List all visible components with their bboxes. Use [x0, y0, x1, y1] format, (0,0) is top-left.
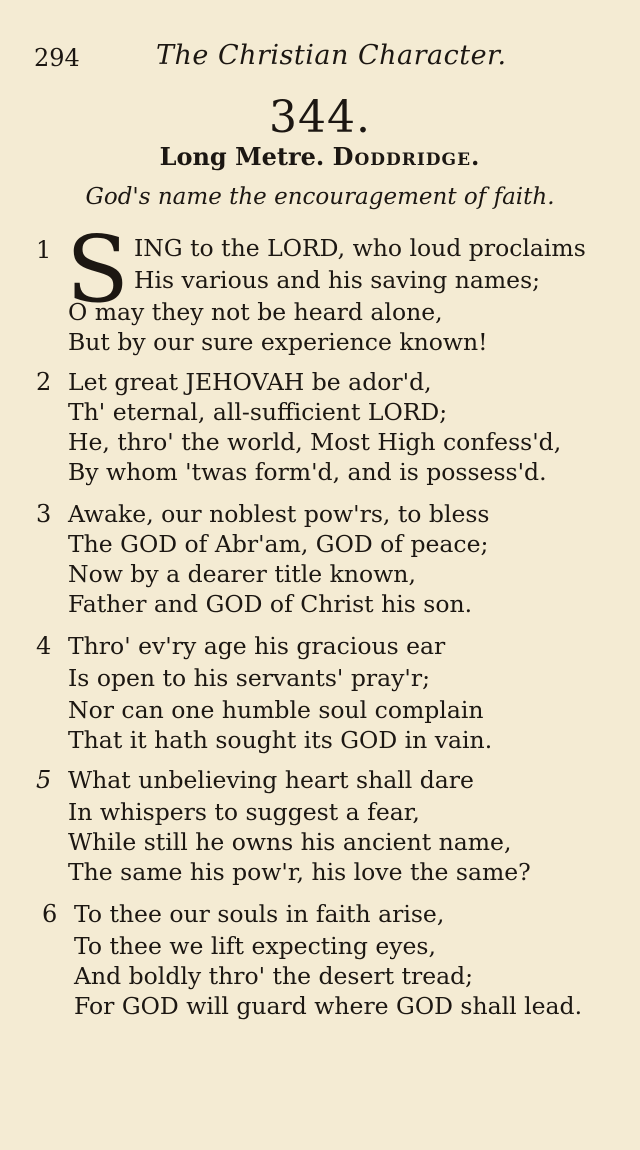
- verse-line: Now by a dearer title known,: [68, 560, 416, 588]
- verse-line: Thro' ev'ry age his gracious ear: [68, 632, 446, 660]
- verse-line: What unbelieving heart shall dare: [68, 766, 474, 794]
- meter-line: [0, 142, 640, 171]
- verse-line: Let great JEHOVAH be ador'd,: [68, 368, 432, 396]
- verse-line: To thee our souls in faith arise,: [74, 900, 445, 928]
- page-number: 294: [34, 44, 80, 72]
- stanza-number: 4: [36, 632, 52, 660]
- verse-line: By whom 'twas form'd, and is possess'd.: [68, 458, 547, 486]
- verse-line: The GOD of Abr'am, GOD of peace;: [68, 530, 489, 558]
- verse-line: ING to the LORD, who loud proclaims: [134, 234, 586, 262]
- stanza-number: 6: [42, 900, 58, 928]
- verse-line: O may they not be heard alone,: [68, 298, 443, 326]
- stanza-number: 3: [36, 500, 52, 528]
- verse-line: Nor can one humble soul complain: [68, 696, 484, 724]
- verse-line: Is open to his servants' pray'r;: [68, 664, 430, 692]
- stanza-number: 2: [36, 368, 52, 396]
- meter: Long Metre.: [159, 142, 325, 171]
- verse-line: That it hath sought its GOD in vain.: [68, 726, 493, 754]
- verse-line: In whispers to suggest a fear,: [68, 798, 420, 826]
- verse-line: Father and GOD of Christ his son.: [68, 590, 473, 618]
- hymn-number: 344.: [269, 92, 371, 143]
- verse-line: To thee we lift expecting eyes,: [74, 932, 436, 960]
- verse-line: He, thro' the world, Most High confess'd,: [68, 428, 562, 456]
- author: Doddridge.: [332, 142, 481, 171]
- hymn-subtitle: God's name the encouragement of faith.: [85, 184, 555, 210]
- verse-line: The same his pow'r, his love the same?: [68, 858, 531, 886]
- verse-line: His various and his saving names;: [134, 266, 541, 294]
- verse-line: While still he owns his ancient name,: [68, 828, 512, 856]
- drop-cap: S: [66, 216, 130, 323]
- verse-line: For GOD will guard where GOD shall lead.: [74, 992, 583, 1020]
- verse-line: Awake, our noblest pow'rs, to bless: [68, 500, 490, 528]
- verse-line: But by our sure experience known!: [68, 328, 488, 356]
- running-head: [34, 40, 610, 76]
- stanza-number: 5: [36, 766, 52, 794]
- running-title: The Christian Character.: [156, 40, 507, 71]
- stanza-number: 1: [36, 236, 52, 264]
- verse-line: Th' eternal, all-sufficient LORD;: [68, 398, 448, 426]
- verse-line: And boldly thro' the desert tread;: [74, 962, 474, 990]
